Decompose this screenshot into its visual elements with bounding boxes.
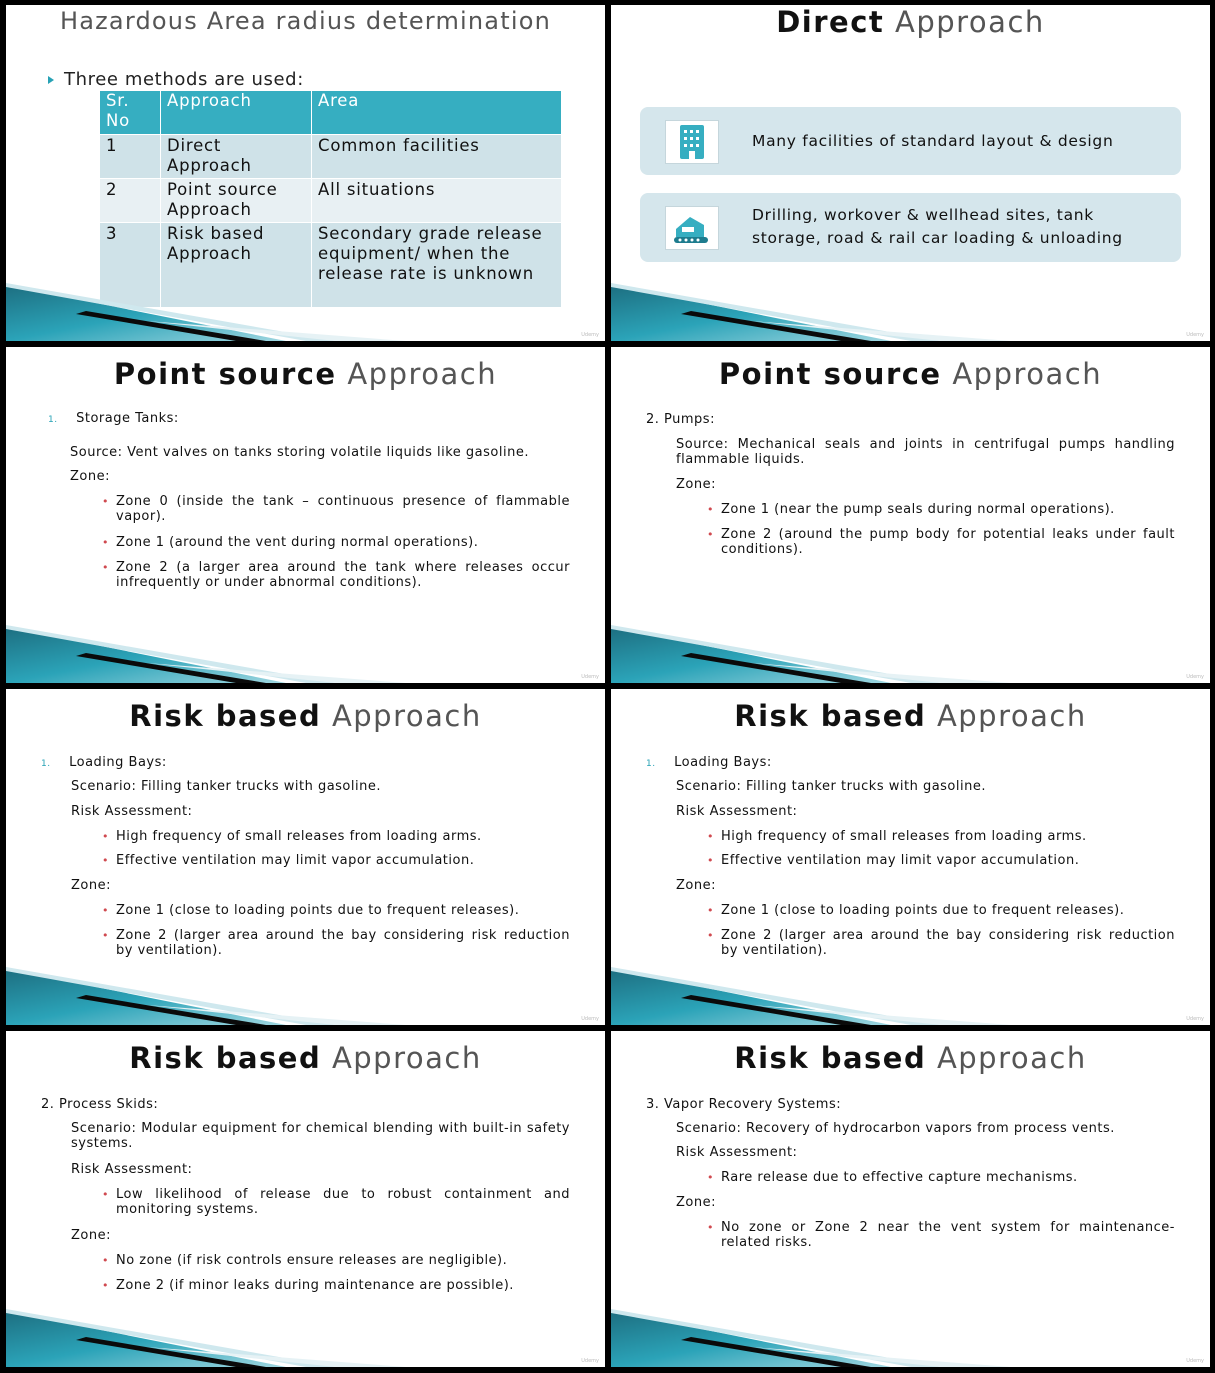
header-area: Area xyxy=(312,91,562,135)
item-heading: 1. Loading Bays: xyxy=(41,755,167,770)
zone-item: Zone 2 (if minor leaks during maintenance are possible). xyxy=(116,1278,514,1293)
bullet-icon: • xyxy=(707,1221,714,1234)
watermark: Udemy xyxy=(1186,1358,1204,1364)
item-number: 1. xyxy=(41,759,51,769)
bullet-icon: • xyxy=(102,1254,109,1267)
intro-bullet xyxy=(48,69,304,90)
bullet-icon: • xyxy=(707,904,714,917)
card-text-line-2: storage, road & rail car loading & unloading xyxy=(752,229,1123,247)
table-cell: All situations xyxy=(312,179,562,223)
slide-title: Direct Approach xyxy=(776,5,1045,39)
bullet-icon: • xyxy=(707,503,714,516)
watermark: Udemy xyxy=(1186,674,1204,680)
item-heading: 2. Pumps: xyxy=(646,412,715,427)
slide-title: Risk based Approach xyxy=(129,699,482,733)
zone-item: Zone 1 (around the vent during normal operations). xyxy=(116,535,479,550)
slide-4 xyxy=(611,347,1210,683)
zone-item: Zone 1 (close to loading points due to frequent releases). xyxy=(116,903,520,918)
zone-label: Zone: xyxy=(71,878,111,893)
slide-title: Hazardous Area radius determination xyxy=(59,7,551,35)
bullet-icon: • xyxy=(102,830,109,843)
bullet-icon: • xyxy=(707,1171,714,1184)
item-number: 1. xyxy=(646,759,656,769)
source-text: Source: Vent valves on tanks storing volatile liquids like gasoline. xyxy=(70,445,529,460)
slide-5 xyxy=(6,689,605,1025)
risk-item: High frequency of small releases from loading arms. xyxy=(116,829,482,844)
table-cell: 1 xyxy=(100,135,161,179)
bullet-icon: • xyxy=(102,1279,109,1292)
item-number: 1. xyxy=(48,415,58,425)
item-heading: 1. Storage Tanks: xyxy=(48,411,179,426)
corner-decoration xyxy=(6,1307,605,1367)
zone-item: Zone 2 (larger area around the bay considering risk reduction by ventilation). xyxy=(116,928,570,958)
slide-8 xyxy=(611,1031,1210,1367)
table-cell: Risk based Approach xyxy=(161,223,312,308)
zone-item: Zone 1 (near the pump seals during normal operations). xyxy=(721,502,1115,517)
corner-decoration xyxy=(611,965,1210,1025)
risk-label: Risk Assessment: xyxy=(676,1145,798,1160)
item-heading: 2. Process Skids: xyxy=(41,1097,159,1112)
table-cell: Common facilities xyxy=(312,135,562,179)
item-heading: 1. Loading Bays: xyxy=(646,755,772,770)
table-cell: Direct Approach xyxy=(161,135,312,179)
corner-decoration xyxy=(6,623,605,683)
bullet-icon: • xyxy=(102,929,109,942)
source-text: Source: Mechanical seals and joints in centrifugal pumps handling flammable liquids. xyxy=(676,437,1175,467)
bullet-icon: • xyxy=(102,854,109,867)
bullet-icon: • xyxy=(102,495,109,508)
intro-text: Three methods are used: xyxy=(64,69,304,90)
bullet-icon: • xyxy=(707,830,714,843)
header-approach: Approach xyxy=(161,91,312,135)
zone-item: No zone or Zone 2 near the vent system for maintenance-related risks. xyxy=(721,1220,1175,1250)
risk-label: Risk Assessment: xyxy=(676,804,798,819)
slide-7 xyxy=(6,1031,605,1367)
slide-title: Point source Approach xyxy=(718,357,1103,391)
zone-item: Zone 2 (a larger area around the tank where releases occur infrequently or under abnormal conditions). xyxy=(116,560,570,590)
risk-item: Low likelihood of release due to robust containment and monitoring systems. xyxy=(116,1187,570,1217)
building-icon xyxy=(665,120,719,164)
card-text-line-1: Drilling, workover & wellhead sites, tank xyxy=(752,206,1094,224)
risk-item: High frequency of small releases from loading arms. xyxy=(721,829,1087,844)
triangle-bullet-icon xyxy=(48,76,54,84)
corner-decoration xyxy=(6,281,605,341)
slide-title: Risk based Approach xyxy=(129,1041,482,1075)
zone-label: Zone: xyxy=(676,477,716,492)
table-cell: Secondary grade release equipment/ when the release rate is unknown xyxy=(312,223,562,308)
table-row xyxy=(100,135,561,179)
scenario-text: Scenario: Filling tanker trucks with gasoline. xyxy=(71,779,381,794)
scenario-text: Scenario: Modular equipment for chemical blending with built-in safety systems. xyxy=(71,1121,570,1151)
risk-label: Risk Assessment: xyxy=(71,1162,193,1177)
corner-decoration xyxy=(611,1307,1210,1367)
card-text: Many facilities of standard layout & design xyxy=(752,132,1114,150)
slide-3 xyxy=(6,347,605,683)
bullet-icon: • xyxy=(102,1188,109,1201)
sites-card xyxy=(640,193,1181,262)
bullet-icon: • xyxy=(707,854,714,867)
slide-title: Risk based Approach xyxy=(734,699,1087,733)
watermark: Udemy xyxy=(581,1358,599,1364)
item-heading: 3. Vapor Recovery Systems: xyxy=(646,1097,842,1112)
zone-item: Zone 0 (inside the tank – continuous presence of flammable vapor). xyxy=(116,494,570,524)
tanker-icon xyxy=(665,206,719,250)
risk-label: Risk Assessment: xyxy=(71,804,193,819)
bullet-icon: • xyxy=(102,536,109,549)
bullet-icon: • xyxy=(102,561,109,574)
slide-title: Risk based Approach xyxy=(734,1041,1087,1075)
zone-item: No zone (if risk controls ensure releases are negligible). xyxy=(116,1253,508,1268)
bullet-icon: • xyxy=(102,904,109,917)
slide-6 xyxy=(611,689,1210,1025)
watermark: Udemy xyxy=(581,1016,599,1022)
zone-label: Zone: xyxy=(676,878,716,893)
slide-2 xyxy=(611,5,1210,341)
zone-label: Zone: xyxy=(70,469,110,484)
bullet-icon: • xyxy=(707,528,714,541)
watermark: Udemy xyxy=(1186,1016,1204,1022)
slide-1 xyxy=(6,5,605,341)
zone-item: Zone 1 (close to loading points due to frequent releases). xyxy=(721,903,1125,918)
table-row xyxy=(100,179,561,223)
header-sr-no: Sr. No xyxy=(100,91,161,135)
risk-item: Effective ventilation may limit vapor accumulation. xyxy=(116,853,475,868)
corner-decoration xyxy=(611,623,1210,683)
zone-item: Zone 2 (around the pump body for potential leaks under fault conditions). xyxy=(721,527,1175,557)
table-cell: Point source Approach xyxy=(161,179,312,223)
bullet-icon: • xyxy=(707,929,714,942)
table-cell: 3 xyxy=(100,223,161,308)
facility-card xyxy=(640,107,1181,175)
risk-item: Effective ventilation may limit vapor accumulation. xyxy=(721,853,1080,868)
risk-item: Rare release due to effective capture mechanisms. xyxy=(721,1170,1078,1185)
watermark: Udemy xyxy=(581,332,599,338)
corner-decoration xyxy=(6,965,605,1025)
zone-label: Zone: xyxy=(71,1228,111,1243)
scenario-text: Scenario: Filling tanker trucks with gasoline. xyxy=(676,779,986,794)
table-cell: 2 xyxy=(100,179,161,223)
scenario-text: Scenario: Recovery of hydrocarbon vapors from process vents. xyxy=(676,1121,1115,1136)
watermark: Udemy xyxy=(1186,332,1204,338)
zone-label: Zone: xyxy=(676,1195,716,1210)
slide-title: Point source Approach xyxy=(113,357,498,391)
approach-table xyxy=(100,91,561,307)
corner-decoration xyxy=(611,281,1210,341)
watermark: Udemy xyxy=(581,674,599,680)
zone-item: Zone 2 (larger area around the bay considering risk reduction by ventilation). xyxy=(721,928,1175,958)
